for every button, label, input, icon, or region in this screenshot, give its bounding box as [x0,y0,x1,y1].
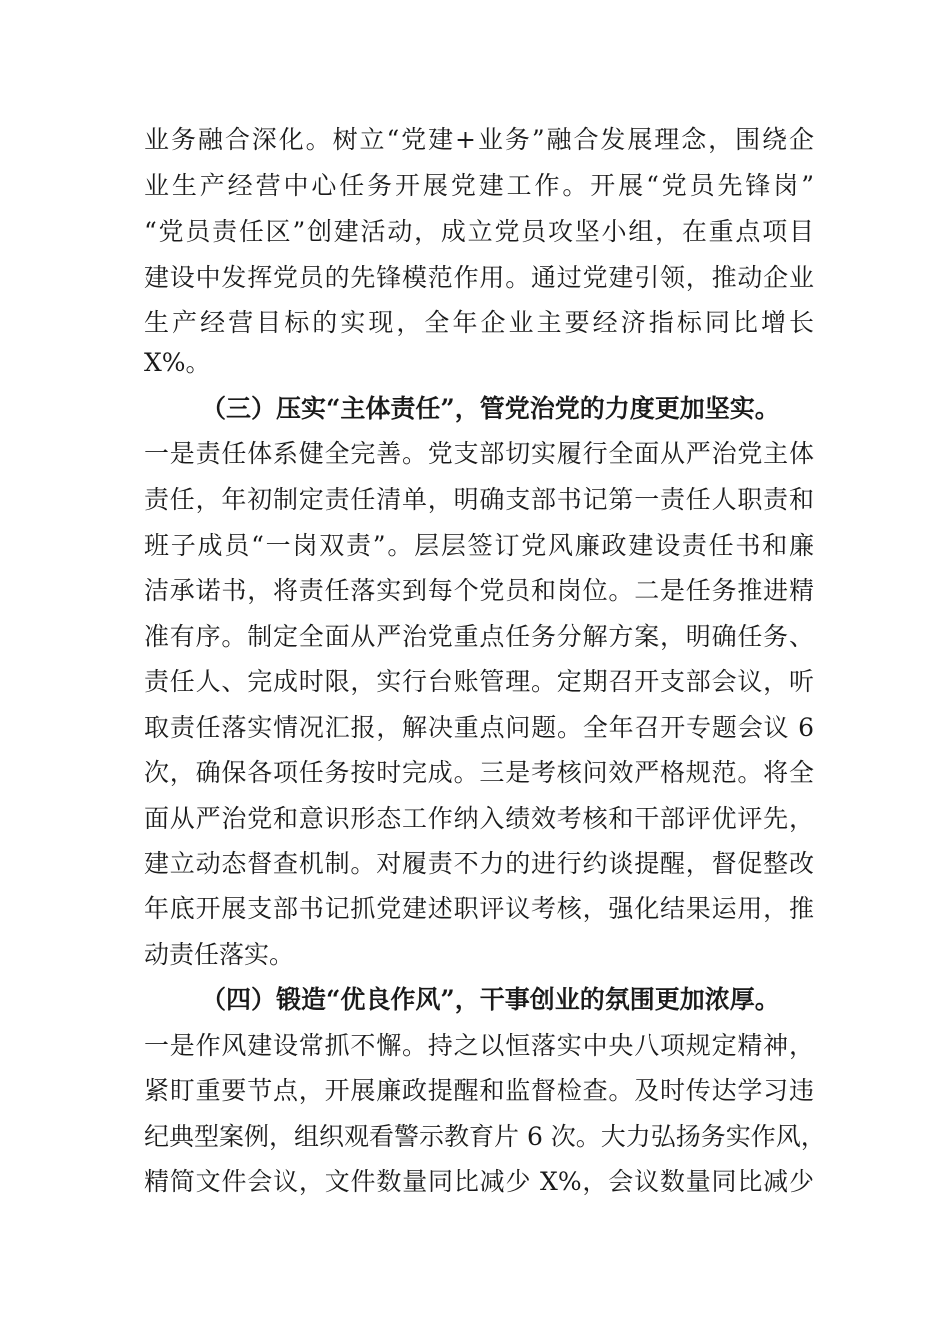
paragraph-line: 建设中发挥党员的先锋模范作用。通过党建引领，推动企业 [144,263,814,292]
paragraph-line: 洁承诺书，将责任落实到每个党员和岗位。二是任务推进精 [144,576,814,605]
paragraph-line: 建立动态督查机制。对履责不力的进行约谈提醒，督促整改 [144,849,814,878]
section-heading-3: （三）压实“主体责任”，管党治党的力度更加坚实。 [201,394,780,423]
paragraph-line: 一是作风建设常抓不懈。持之以恒落实中央八项规定精神， [144,1031,814,1060]
paragraph-line: 责任人、完成时限，实行台账管理。定期召开支部会议，听 [144,667,814,696]
paragraph-line: 责任，年初制定责任清单，明确支部书记第一责任人职责和 [144,485,814,514]
paragraph-line: 纪典型案例，组织观看警示教育片 6 次。大力弘扬务实作风， [144,1122,826,1151]
paragraph-line: 面从严治党和意识形态工作纳入绩效考核和干部评优评先， [144,804,814,833]
paragraph-line: 精简文件会议，文件数量同比减少 X%，会议数量同比减少 [144,1167,814,1196]
paragraph-line: 取责任落实情况汇报，解决重点问题。全年召开专题会议 6 [144,713,814,742]
paragraph-line: 次，确保各项任务按时完成。三是考核问效严格规范。将全 [144,758,814,787]
paragraph-line: 业务融合深化。树立“党建+业务”融合发展理念，围绕企 [144,125,814,154]
paragraph-line: 准有序。制定全面从严治党重点任务分解方案，明确任务、 [144,622,814,651]
section-heading-4: （四）锻造“优良作风”，干事创业的氛围更加浓厚。 [201,985,780,1014]
paragraph-line: “党员责任区”创建活动，成立党员攻坚小组，在重点项目 [144,217,814,246]
paragraph-line: 紧盯重要节点，开展廉政提醒和监督检查。及时传达学习违 [144,1076,814,1105]
paragraph-line: X%。 [144,348,211,377]
paragraph-line: 生产经营目标的实现，全年企业主要经济指标同比增长 [144,308,814,337]
paragraph-line: 动责任落实。 [144,940,295,969]
paragraph-line: 班子成员“一岗双责”。层层签订党风廉政建设责任书和廉 [144,531,814,560]
paragraph-line: 一是责任体系健全完善。党支部切实履行全面从严治党主体 [144,439,814,468]
paragraph-line: 业生产经营中心任务开展党建工作。开展“党员先锋岗” [144,171,814,200]
paragraph-line: 年底开展支部书记抓党建述职评议考核，强化结果运用，推 [144,894,814,923]
